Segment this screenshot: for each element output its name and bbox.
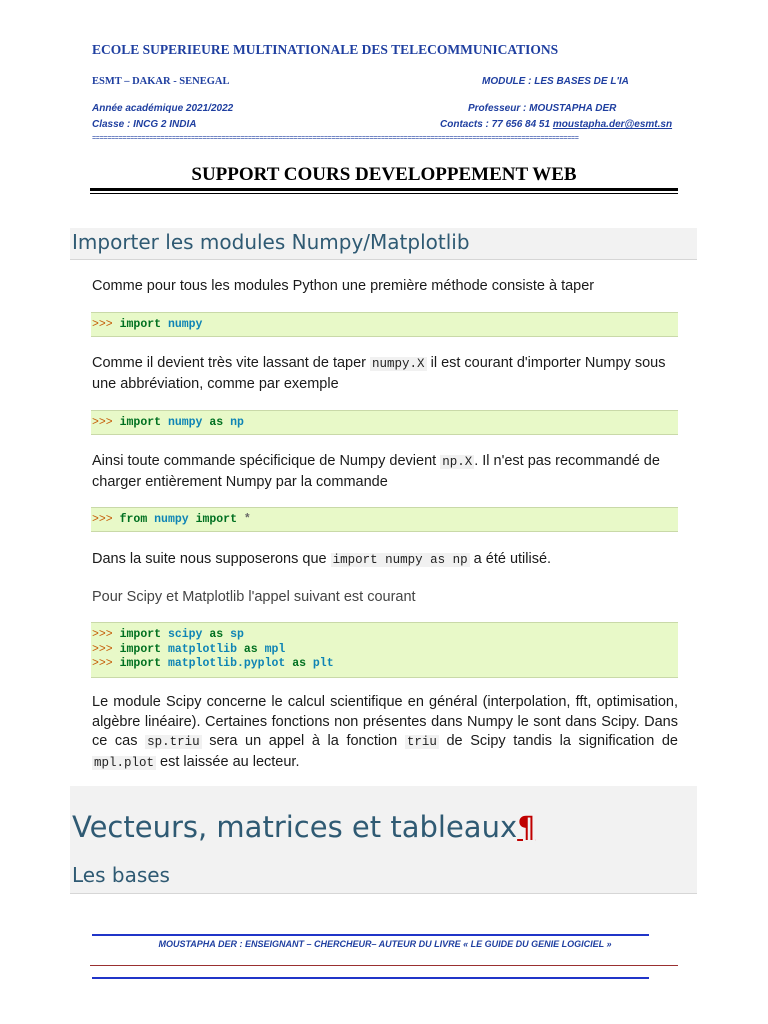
section-title-import: Importer les modules Numpy/Matplotlib	[72, 230, 470, 254]
contact-email-link[interactable]: moustapha.der@esmt.sn	[552, 119, 673, 130]
code-block-import-numpy: >>> import numpy	[91, 312, 678, 337]
section-title-vectors: Vecteurs, matrices et tableaux¶	[72, 810, 536, 844]
paragraph-intro: Comme pour tous les modules Python une première méthode consiste à taper	[92, 278, 595, 294]
title-divider	[90, 188, 678, 191]
paragraph-abbreviation: Comme il devient très vite lassant de taper numpy.X il est courant d'importer Numpy sous une abbréviation, comme par exemple	[92, 355, 666, 392]
footer-author: MOUSTAPHA DER : ENSEIGNANT – CHERCHEUR– AUTEUR DU LIVRE « LE GUIDE DU GENIE LOGICIEL »	[158, 939, 612, 949]
professor-name: Professeur : MOUSTAPHA DER	[468, 103, 617, 114]
academic-year: Année académique 2021/2022	[92, 103, 234, 114]
permalink-pilcrow-link[interactable]: ¶	[517, 810, 536, 844]
inline-code-triu: triu	[406, 735, 437, 749]
footer-bottom-rule	[92, 977, 649, 979]
inline-code-mpl-plot: mpl.plot	[94, 755, 155, 770]
contacts-phone: Contacts : 77 656 84 51	[440, 119, 551, 130]
header-separator: ================================================================================================================================	[92, 135, 579, 143]
footer-red-rule	[90, 965, 678, 966]
paragraph-np-x: Ainsi toute commande spécificique de Numpy devient np.X . Il n'est pas recommandé de charger entièrement Numpy par la commande	[92, 453, 660, 490]
paragraph-scipy-description: Le module Scipy concerne le calcul scientifique en général (interpolation, fft, optimisation, algèbre linéaire). Certaines fonctions non présentes dans Numpy le sont dans Scipy. Dans ce cas sp.triu sera un appel à la fonction triu de Scipy tandis la signification de mpl.plot est laissée au lecteur.	[92, 694, 678, 770]
school-location: ESMT – DAKAR - SENEGAL	[92, 76, 230, 87]
inline-code-sp-triu: sp.triu	[147, 735, 200, 749]
school-name: ECOLE SUPERIEURE MULTINATIONALE DES TELECOMMUNICATIONS	[92, 42, 559, 57]
footer-top-rule	[92, 934, 649, 936]
page-title: SUPPORT COURS DEVELOPPEMENT WEB	[191, 164, 577, 185]
title-divider-thin	[90, 193, 678, 194]
paragraph-scipy-matplotlib: Pour Scipy et Matplotlib l'appel suivant est courant	[92, 589, 416, 605]
code-block-scipy-matplotlib: >>> import scipy as sp >>> import matplotlib as mpl >>> import matplotlib.pyplot as plt	[91, 622, 678, 678]
paragraph-assumption: Dans la suite nous supposerons que import numpy as np a été utilisé.	[92, 551, 552, 567]
inline-code-import-numpy-as-np: import numpy as np	[332, 553, 468, 567]
inline-code-numpy-x: numpy.X	[372, 357, 425, 371]
class-label: Classe : INCG 2 INDIA	[92, 119, 197, 130]
code-block-import-numpy-as-np: >>> import numpy as np	[91, 410, 678, 435]
inline-code-np-x: np.X	[442, 455, 473, 469]
contacts	[440, 119, 672, 130]
code-block-from-numpy-import: >>> from numpy import *	[91, 507, 678, 532]
subsection-title-bases: Les bases	[72, 863, 170, 887]
module-label: MODULE : LES BASES DE L'IA	[482, 76, 629, 87]
